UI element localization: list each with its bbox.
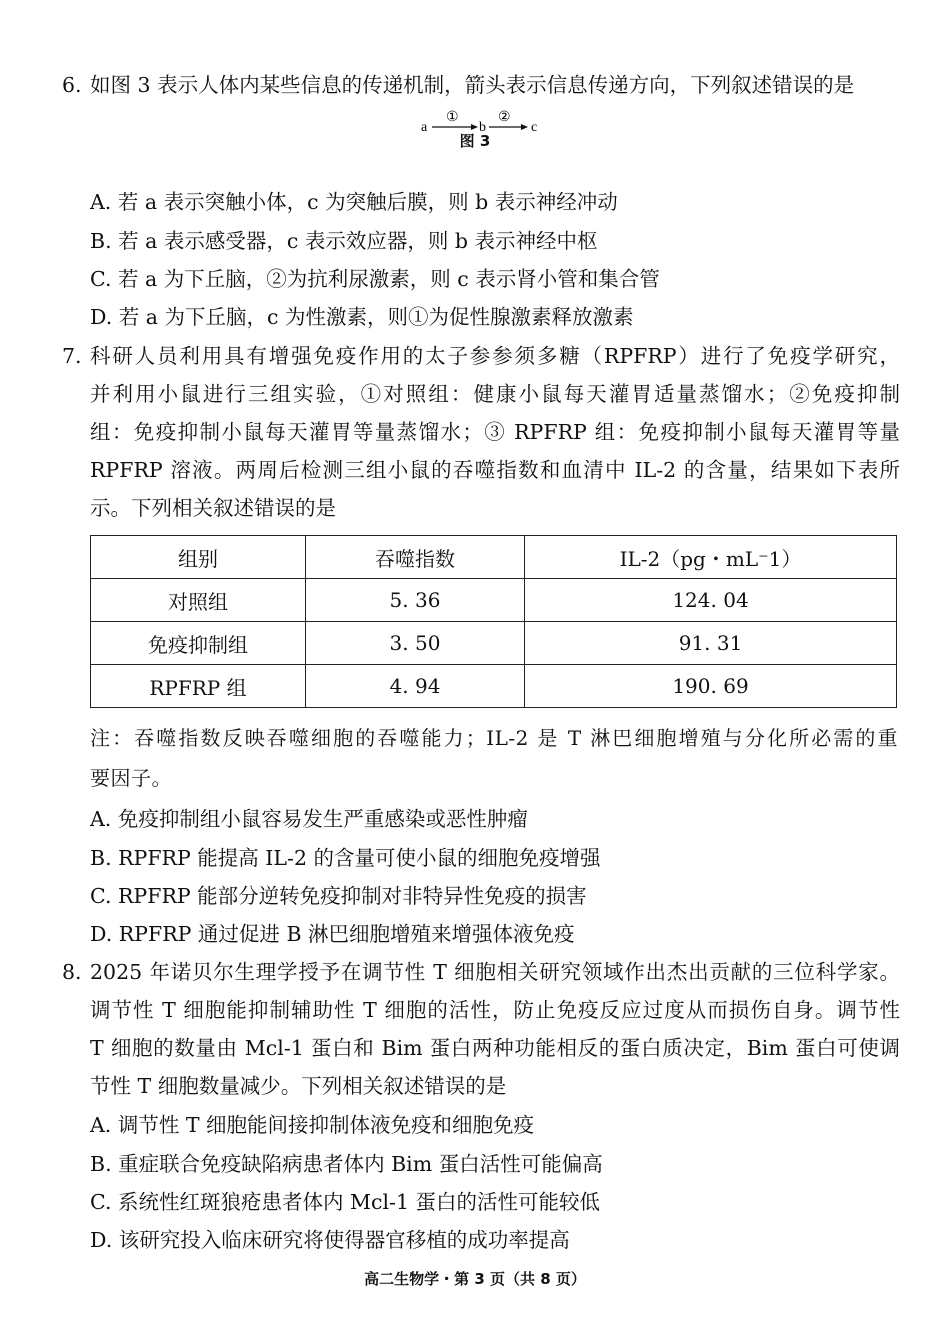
question-stem-line: RPFRP 溶液。两周后检测三组小鼠的吞噬指数和血清中 IL-2 的含量，结果如下表所 (90, 458, 900, 482)
cell-phagocytic-index: 3. 50 (306, 622, 525, 665)
header-group: 组别 (91, 536, 306, 579)
question-8 (62, 953, 900, 1105)
option-b: B. 重症联合免疫缺陷病患者体内 Bim 蛋白活性可能偏高 (90, 1152, 603, 1176)
question-7 (62, 337, 900, 527)
question-stem-line: 2025 年诺贝尔生理学授予在调节性 T 细胞相关研究领域作出杰出贡献的三位科学家。 (90, 960, 900, 984)
cell-group: 免疫抑制组 (91, 622, 306, 665)
table-note (90, 718, 898, 798)
node-c: c (531, 120, 538, 135)
question-6 (62, 66, 900, 104)
arrow-2-label: ② (498, 109, 511, 125)
cell-phagocytic-index: 4. 94 (306, 665, 525, 708)
cell-il2: 91. 31 (525, 622, 897, 665)
cell-il2: 124. 04 (525, 579, 897, 622)
cell-il2: 190. 69 (525, 665, 897, 708)
note-line: 注：吞噬指数反映吞噬细胞的吞噬能力；IL-2 是 T 淋巴细胞增殖与分化所必需的重 (90, 726, 898, 750)
option-a: A. 若 a 表示突触小体，c 为突触后膜，则 b 表示神经冲动 (90, 190, 618, 214)
option-b: B. 若 a 表示感受器，c 表示效应器，则 b 表示神经中枢 (90, 229, 598, 253)
question-number: 6. (62, 73, 82, 97)
arrow-1-label: ① (446, 109, 459, 125)
option-c: C. 系统性红斑狼疮患者体内 Mcl-1 蛋白的活性可能较低 (90, 1190, 601, 1214)
question-stem-line: 组：免疫抑制小鼠每天灌胃等量蒸馏水；③ RPFRP 组：免疫抑制小鼠每天灌胃等量 (90, 420, 900, 444)
option-a: A. 调节性 T 细胞能间接抑制体液免疫和细胞免疫 (90, 1113, 535, 1137)
cell-group: 对照组 (91, 579, 306, 622)
cell-group: RPFRP 组 (91, 665, 306, 708)
table-row (91, 579, 897, 622)
note-line: 要因子。 (90, 766, 172, 790)
table-row (91, 665, 897, 708)
figure-caption: 图 3 (459, 132, 491, 150)
table-header-row (91, 536, 897, 579)
results-table (90, 535, 897, 708)
option-d: D. 若 a 为下丘脑，c 为性激素，则①为促性腺激素释放激素 (90, 305, 634, 329)
table-row (91, 622, 897, 665)
node-a: a (421, 120, 428, 135)
option-b: B. RPFRP 能提高 IL-2 的含量可使小鼠的细胞免疫增强 (90, 846, 601, 870)
question-stem-line: 示。下列相关叙述错误的是 (90, 496, 336, 520)
question-stem: 如图 3 表示人体内某些信息的传递机制，箭头表示信息传递方向，下列叙述错误的是 (90, 73, 855, 97)
option-d: D. RPFRP 通过促进 B 淋巴细胞增殖来增强体液免疫 (90, 922, 575, 946)
question-number: 8. (62, 960, 82, 984)
question-stem-line: 科研人员利用具有增强免疫作用的太子参参须多糖（RPFRP）进行了免疫学研究， (90, 344, 900, 368)
cell-phagocytic-index: 5. 36 (306, 579, 525, 622)
header-il2: IL-2（pg・mL⁻1） (525, 536, 897, 579)
option-d: D. 该研究投入临床研究将使得器官移植的成功率提高 (90, 1228, 570, 1252)
page-footer: 高二生物学・第 3 页（共 8 页） (364, 1270, 586, 1288)
question-stem-line: 并利用小鼠进行三组实验，①对照组：健康小鼠每天灌胃适量蒸馏水；②免疫抑制 (90, 382, 900, 406)
question-stem-line: 节性 T 细胞数量减少。下列相关叙述错误的是 (90, 1074, 507, 1098)
header-phagocytic-index: 吞噬指数 (306, 536, 525, 579)
question-number: 7. (62, 344, 82, 368)
option-c: C. RPFRP 能部分逆转免疫抑制对非特异性免疫的损害 (90, 884, 587, 908)
option-a: A. 免疫抑制组小鼠容易发生严重感染或恶性肿瘤 (90, 807, 528, 831)
question-stem-line: 调节性 T 细胞能抑制辅助性 T 细胞的活性，防止免疫反应过度从而损伤自身。调节性 (90, 998, 900, 1022)
option-c: C. 若 a 为下丘脑，②为抗利尿激素，则 c 表示肾小管和集合管 (90, 267, 660, 291)
question-stem-line: T 细胞的数量由 Mcl-1 蛋白和 Bim 蛋白两种功能相反的蛋白质决定，Bim 蛋白可使调 (90, 1036, 900, 1060)
node-b: b (479, 120, 486, 135)
